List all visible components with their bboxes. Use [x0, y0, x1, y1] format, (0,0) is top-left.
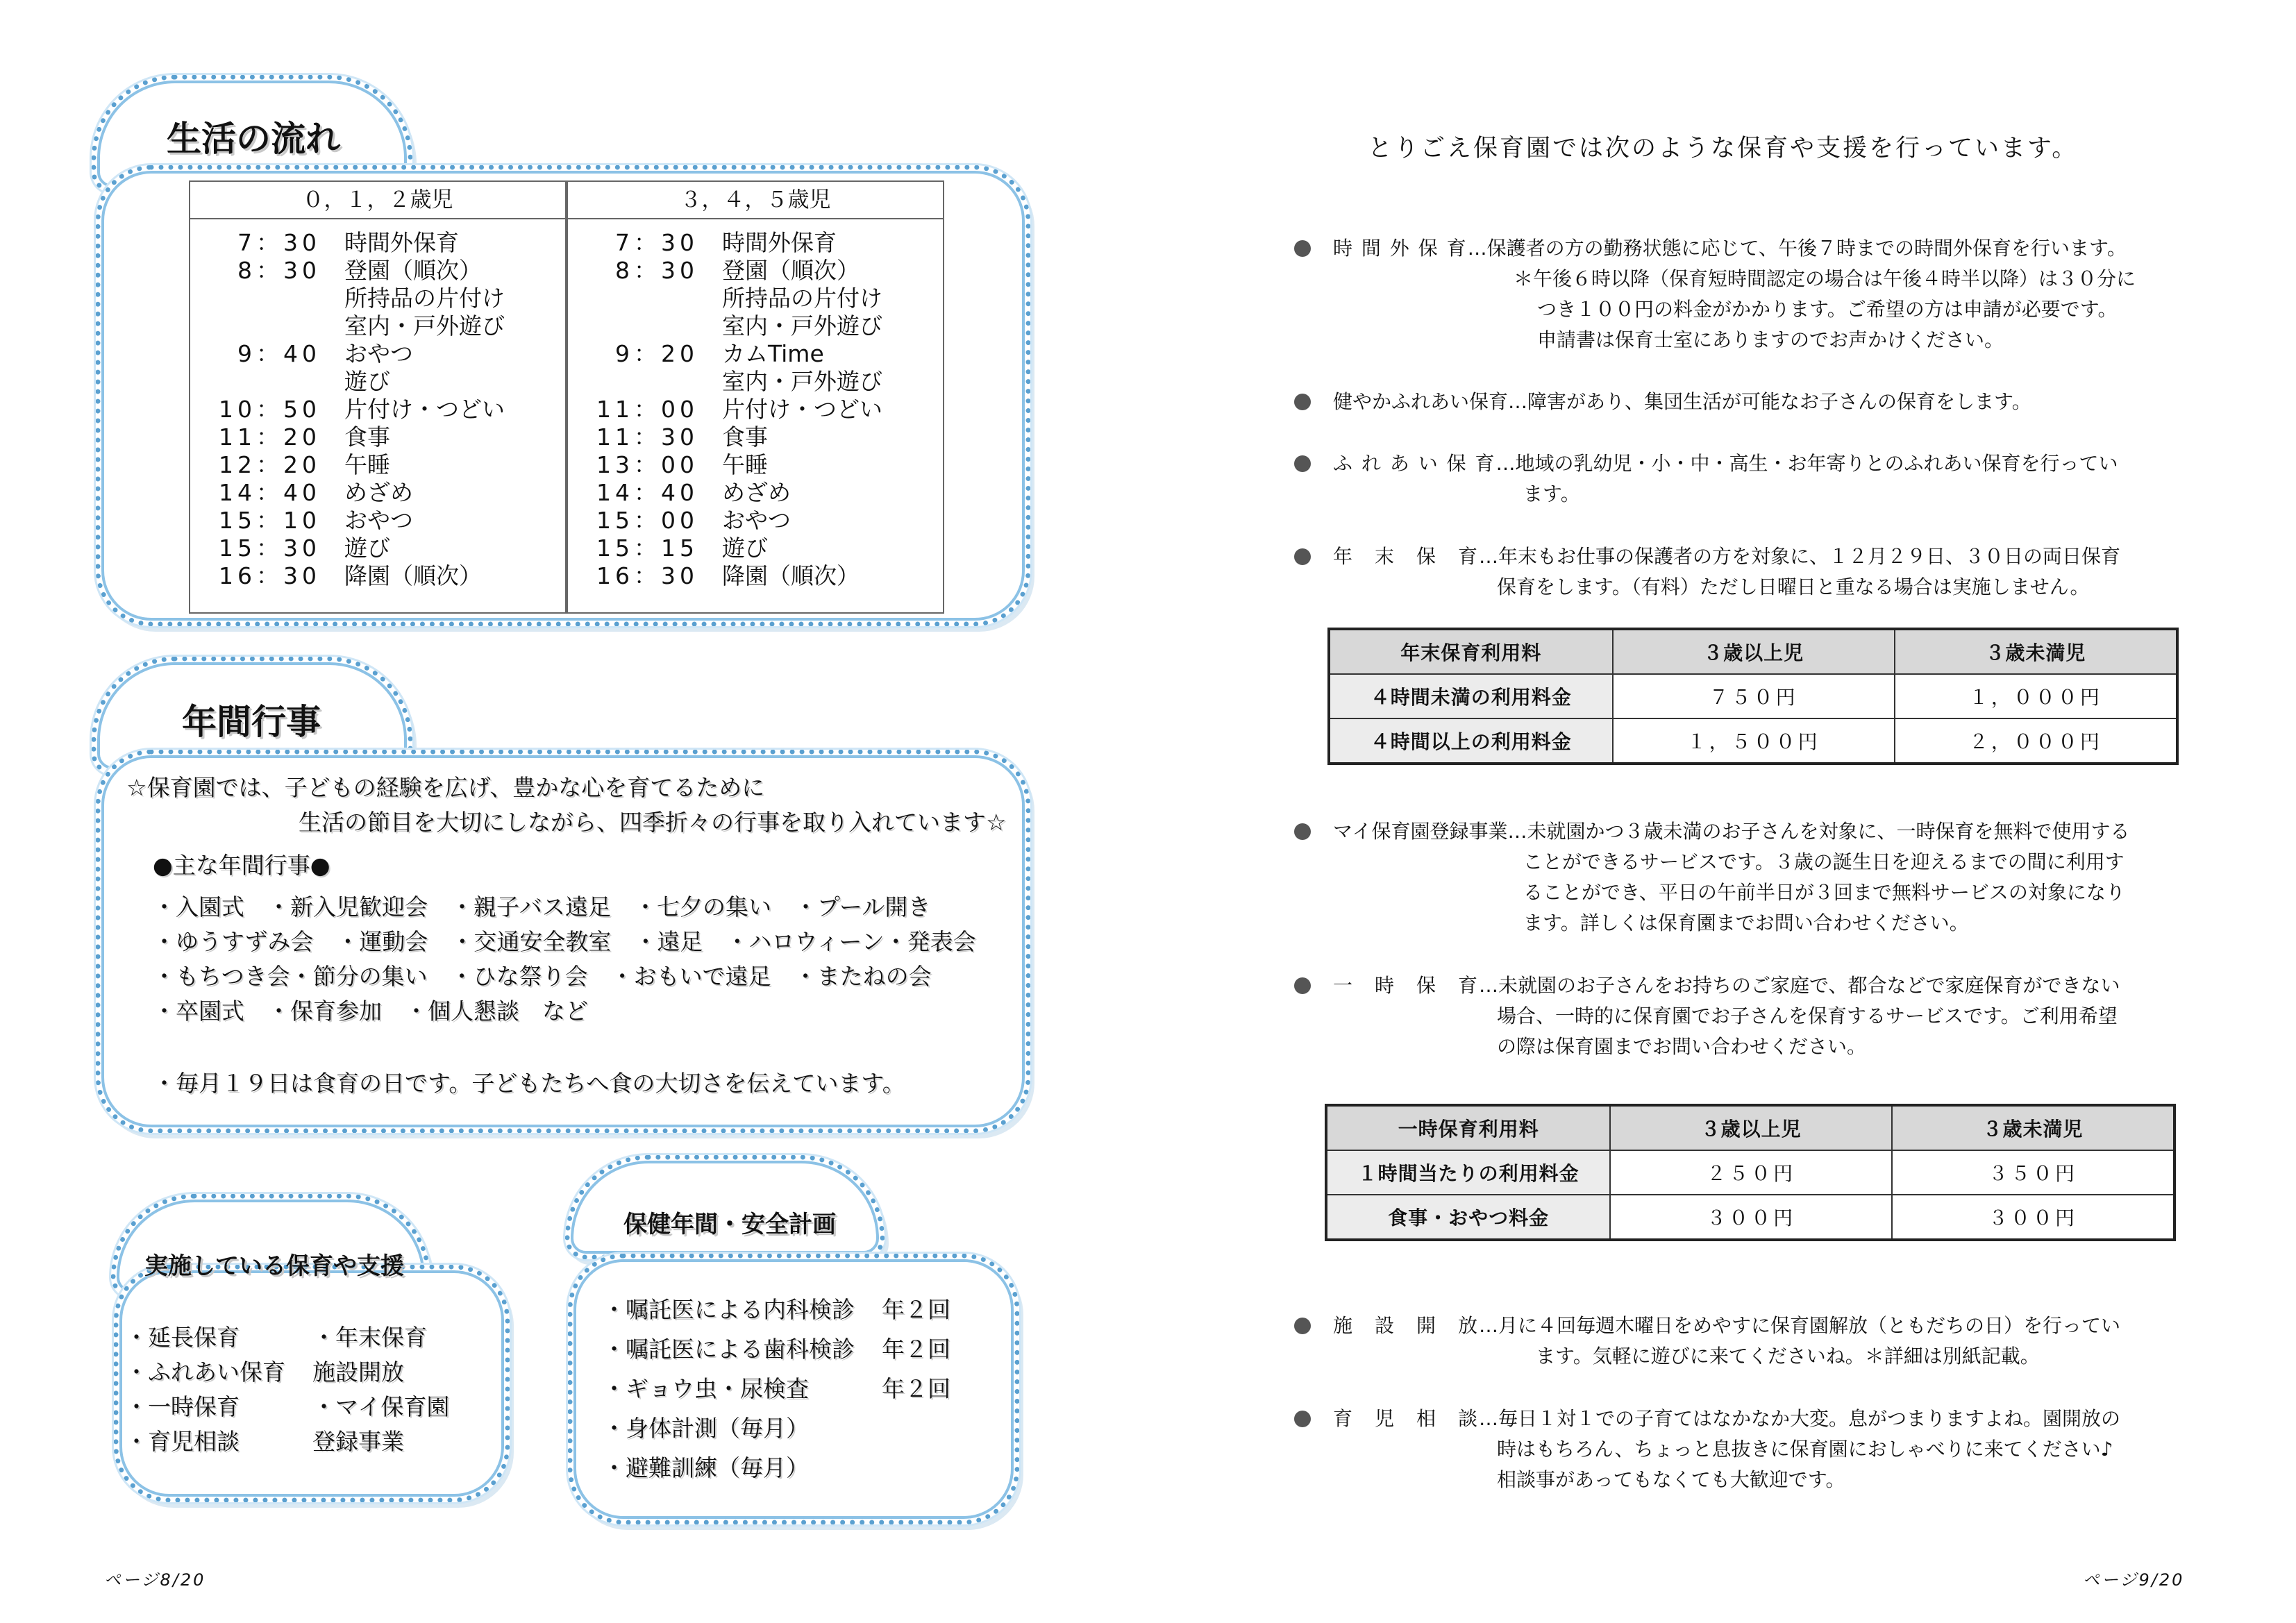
- schedule-time: 15：15: [596, 535, 698, 562]
- service-ichiji: [1333, 970, 2120, 1001]
- schedule-time: 13：00: [596, 451, 698, 478]
- schedule-time: 9：20: [603, 340, 698, 367]
- schedule-row: [568, 535, 943, 562]
- events-line-3: ・もちつき会・節分の集い ・ひな祭り会 ・おもいで遠足 ・またねの会: [153, 963, 932, 990]
- health-item-label: ・身体計測（毎月）: [603, 1415, 809, 1442]
- schedule-time: [568, 285, 722, 312]
- service-fureai-line2: ます。: [1523, 482, 1580, 505]
- schedule-activity: 降園（順次）: [722, 562, 860, 589]
- schedule-title: 生活の流れ: [167, 119, 340, 159]
- schedule-time: 15：10: [219, 507, 321, 534]
- health-item-label: ・ギョウ虫・尿検査: [603, 1375, 809, 1402]
- page-number-right: ページ9/20: [2083, 1570, 2185, 1590]
- support-list-col1: [125, 1320, 285, 1459]
- fee-cell: ３００円: [1892, 1195, 2175, 1240]
- health-item: [603, 1411, 950, 1451]
- fee-cell: ３５０円: [1892, 1150, 2175, 1195]
- fee-row-label: ４時間未満の利用料金: [1329, 674, 1613, 718]
- service-mai-line3: ることができ、平日の午前半日が３回まで無料サービスの対象になり: [1523, 881, 2125, 904]
- service-label: 健やかふれあい保育: [1333, 390, 1509, 413]
- schedule-table-012: [189, 180, 567, 614]
- service-desc: …未就園かつ３歳未満のお子さんを対象に、一時保育を無料で使用する: [1507, 820, 2130, 843]
- schedule-row: [568, 396, 943, 423]
- service-label: 年 末 保 育: [1333, 545, 1480, 568]
- schedule-time: 12：20: [219, 451, 321, 478]
- schedule-row: [568, 507, 943, 535]
- events-line-2: ・ゆうすずみ会 ・運動会 ・交通安全教室 ・遠足 ・ハロウィーン・発表会: [153, 928, 976, 955]
- events-intro-2: 生活の節目を大切にしながら、四季折々の行事を取り入れています☆: [299, 809, 1007, 836]
- service-sukoyaka: [1333, 387, 2031, 417]
- support-item: 施設開放: [312, 1359, 404, 1386]
- schedule-time: 8：30: [226, 257, 321, 284]
- schedule-row: [190, 285, 565, 312]
- schedule-time: 11：00: [596, 396, 698, 423]
- fee-header: 年末保育利用料: [1329, 629, 1613, 674]
- schedule-activity: 登園（順次）: [722, 257, 860, 284]
- schedule-activity: 時間外保育: [344, 229, 459, 256]
- service-desc: …未就園のお子さんをお持ちのご家庭で、都合などで家庭保育ができない: [1479, 974, 2120, 997]
- schedule-time: 8：30: [603, 257, 698, 284]
- schedule-time: 14：40: [219, 479, 321, 506]
- schedule-activity: おやつ: [344, 507, 413, 534]
- schedule-time: [568, 312, 722, 340]
- schedule-time: 16：30: [596, 562, 698, 589]
- schedule-activity: 所持品の片付け: [344, 285, 505, 312]
- service-desc: …月に４回毎週木曜日をめやすに保育園解放（ともだちの日）を行ってい: [1479, 1314, 2121, 1337]
- schedule-row: [568, 368, 943, 396]
- events-subheading: ●主な年間行事●: [153, 852, 330, 879]
- schedule-rows-012: [190, 219, 565, 590]
- fee-header: ３歳以上児: [1613, 629, 1895, 674]
- schedule-time: 14：40: [596, 479, 698, 506]
- support-item: ・育児相談: [125, 1428, 240, 1455]
- bullet-icon: [1294, 240, 1311, 257]
- schedule-row: [568, 257, 943, 285]
- service-desc: …障害があり、集団生活が可能なお子さんの保育をします。: [1508, 390, 2031, 413]
- schedule-activity: 降園（順次）: [344, 562, 482, 589]
- schedule-row: [568, 423, 943, 451]
- bullet-icon: [1294, 977, 1311, 994]
- service-label: 育 児 相 談: [1333, 1407, 1480, 1430]
- health-item-frequency: 年２回: [882, 1296, 950, 1323]
- schedule-row: [190, 312, 565, 340]
- fee-cell: ２，０００円: [1895, 718, 2177, 764]
- schedule-table-345: [567, 180, 944, 614]
- service-label: マイ保育園登録事業: [1333, 820, 1508, 843]
- support-item: ・年末保育: [312, 1324, 427, 1351]
- health-item-label: ・嘱託医による内科検診: [603, 1296, 855, 1323]
- health-item-label: ・避難訓練（毎月）: [603, 1454, 809, 1481]
- schedule-time: [190, 368, 344, 396]
- service-fureai: [1333, 448, 2118, 479]
- bullet-icon: [1294, 823, 1311, 840]
- health-list: [603, 1293, 950, 1490]
- schedule-activity: 遊び: [344, 368, 390, 395]
- service-ikuji: [1333, 1404, 2120, 1434]
- fee-header: 一時保育利用料: [1326, 1105, 1610, 1150]
- schedule-rows-345: [568, 219, 943, 590]
- schedule-row: [190, 507, 565, 535]
- schedule-row: [568, 285, 943, 312]
- schedule-row: [568, 340, 943, 368]
- health-item: [603, 1332, 950, 1372]
- service-jikangai-line2: ＊午後６時以降（保育短時間認定の場合は午後４時半以降）は３０分に: [1514, 267, 2136, 290]
- service-desc: …毎日１対１での子育てはなかなか大変。息がつまりますよね。園開放の: [1479, 1407, 2121, 1430]
- schedule-activity: おやつ: [344, 340, 413, 367]
- schedule-header-345: ３，４，５歳児: [568, 182, 943, 219]
- service-label: ふ れ あ い 保 育: [1333, 452, 1496, 475]
- schedule-activity: 室内・戸外遊び: [722, 368, 882, 395]
- support-item: ・ふれあい保育: [125, 1359, 285, 1386]
- events-line-1: ・入園式 ・新入児歓迎会 ・親子バス遠足 ・七夕の集い ・プール開き: [153, 893, 931, 920]
- support-item: 登録事業: [312, 1428, 404, 1455]
- schedule-row: [190, 229, 565, 257]
- schedule-row: [190, 479, 565, 507]
- events-line-4: ・卒園式 ・保育参加 ・個人懇談 など: [153, 998, 588, 1025]
- support-item: ・延長保育: [125, 1324, 240, 1351]
- service-shisetsu-line2: ます。気軽に遊びに来てくださいね。＊詳細は別紙記載。: [1536, 1345, 2040, 1368]
- health-item: [603, 1372, 950, 1411]
- service-ikuji-line3: 相談事があってもなくても大歓迎です。: [1497, 1468, 1845, 1491]
- fee-table-nenmatsu: [1327, 628, 2179, 765]
- fee-header: ３歳以上児: [1610, 1105, 1892, 1150]
- schedule-activity: 片付け・つどい: [344, 396, 505, 423]
- service-label: 一 時 保 育: [1333, 974, 1480, 997]
- fee-row-label: 食事・おやつ料金: [1326, 1195, 1610, 1240]
- schedule-row: [568, 451, 943, 479]
- schedule-time: 15：00: [596, 507, 698, 534]
- events-title: 年間行事: [182, 702, 321, 742]
- schedule-activity: 室内・戸外遊び: [344, 312, 505, 339]
- bullet-icon: [1294, 1411, 1311, 1427]
- schedule-activity: 片付け・つどい: [722, 396, 882, 423]
- schedule-row: [190, 340, 565, 368]
- schedule-activity: 時間外保育: [722, 229, 837, 256]
- schedule-row: [568, 229, 943, 257]
- support-list-col2: [312, 1320, 449, 1459]
- service-shisetsu: [1333, 1311, 2120, 1341]
- bullet-icon: [1294, 394, 1311, 410]
- fee-cell: １，０００円: [1895, 674, 2177, 718]
- schedule-row: [190, 562, 565, 590]
- schedule-header-012: ０，１，２歳児: [190, 182, 565, 219]
- schedule-time: [190, 312, 344, 340]
- fee-row-label: ４時間以上の利用料金: [1329, 718, 1613, 764]
- bullet-icon: [1294, 455, 1311, 472]
- schedule-activity: カムTime: [722, 340, 824, 367]
- schedule-row: [190, 396, 565, 423]
- service-label: 施 設 開 放: [1333, 1314, 1480, 1337]
- fee-cell: １，５００円: [1613, 718, 1895, 764]
- service-desc: …年末もお仕事の保護者の方を対象に、１２月２９日、３０日の両日保育: [1479, 545, 2121, 568]
- support-item: ・マイ保育園: [312, 1393, 450, 1420]
- schedule-activity: 所持品の片付け: [722, 285, 882, 312]
- service-ichiji-line2: 場合、一時的に保育園でお子さんを保育するサービスです。ご利用希望: [1497, 1004, 2118, 1027]
- schedule-time: [568, 368, 722, 396]
- service-desc: …地域の乳幼児・小・中・高生・お年寄りとのふれあい保育を行ってい: [1495, 452, 2118, 475]
- schedule-time: 15：30: [219, 535, 321, 562]
- schedule-time: 9：40: [226, 340, 321, 367]
- fee-cell: ２５０円: [1610, 1150, 1892, 1195]
- schedule-time: 11：20: [219, 423, 321, 451]
- services-heading: とりごえ保育園では次のような保育や支援を行っています。: [1368, 135, 2079, 162]
- schedule-row: [190, 451, 565, 479]
- service-desc: …保護者の方の勤務状態に応じて、午後７時までの時間外保育を行います。: [1467, 237, 2127, 260]
- bullet-icon: [1294, 1318, 1311, 1334]
- schedule-row: [190, 423, 565, 451]
- service-nenmatsu: [1333, 541, 2120, 572]
- fee-header: ３歳未満児: [1895, 629, 2177, 674]
- fee-cell: ３００円: [1610, 1195, 1892, 1240]
- fee-cell: ７５０円: [1613, 674, 1895, 718]
- schedule-activity: 食事: [344, 423, 390, 451]
- events-intro-1: ☆保育園では、子どもの経験を広げ、豊かな心を育てるために: [126, 774, 765, 801]
- page-number-left: ページ8/20: [104, 1570, 206, 1590]
- schedule-activity: 遊び: [344, 535, 390, 562]
- events-note: ・毎月１９日は食育の日です。子どもたちへ食の大切さを伝えています。: [153, 1070, 905, 1097]
- service-mai: [1333, 816, 2129, 847]
- service-ikuji-line2: 時はもちろん、ちょっと息抜きに保育園におしゃべりに来てください♪: [1497, 1438, 2113, 1461]
- schedule-activity: 食事: [722, 423, 768, 451]
- health-item-frequency: 年２回: [882, 1375, 950, 1402]
- health-item: [603, 1293, 950, 1332]
- schedule-row: [568, 312, 943, 340]
- schedule-row: [190, 257, 565, 285]
- health-item-label: ・嘱託医による歯科検診: [603, 1336, 855, 1363]
- schedule-row: [568, 479, 943, 507]
- service-jikangai-line4: 申請書は保育士室にありますのでお声かけください。: [1537, 328, 2004, 351]
- service-mai-line4: ます。詳しくは保育園までお問い合わせください。: [1523, 911, 1969, 934]
- service-ichiji-line3: の際は保育園までお問い合わせください。: [1497, 1035, 1867, 1058]
- schedule-row: [190, 368, 565, 396]
- schedule-row: [190, 535, 565, 562]
- schedule-activity: めざめ: [722, 479, 791, 506]
- schedule-activity: 午睡: [722, 451, 768, 478]
- support-title: 実施している保育や支援: [144, 1252, 404, 1280]
- bullet-icon: [1294, 548, 1311, 565]
- service-label: 時 間 外 保 育: [1333, 237, 1468, 260]
- schedule-time: 11：30: [596, 423, 698, 451]
- health-item-frequency: 年２回: [882, 1336, 950, 1363]
- service-jikangai-line3: つき１００円の料金がかかります。ご希望の方は申請が必要です。: [1537, 298, 2118, 321]
- schedule-time: 16：30: [219, 562, 321, 589]
- service-nenmatsu-line2: 保育をします。（有料）ただし日曜日と重なる場合は実施しません。: [1497, 575, 2090, 598]
- fee-header: ３歳未満児: [1892, 1105, 2175, 1150]
- schedule-time: 7：30: [603, 229, 698, 256]
- health-title: 保健年間・安全計画: [623, 1211, 836, 1238]
- fee-table-ichiji: [1325, 1104, 2176, 1241]
- schedule-activity: めざめ: [344, 479, 413, 506]
- schedule-time: [190, 285, 344, 312]
- schedule-activity: 登園（順次）: [344, 257, 482, 284]
- health-item: [603, 1451, 950, 1490]
- fee-row-label: １時間当たりの利用料金: [1326, 1150, 1610, 1195]
- schedule-time: 10：50: [219, 396, 321, 423]
- schedule-activity: 室内・戸外遊び: [722, 312, 882, 339]
- schedule-activity: 遊び: [722, 535, 768, 562]
- service-mai-line2: ことができるサービスです。３歳の誕生日を迎えるまでの間に利用す: [1523, 850, 2125, 873]
- schedule-activity: おやつ: [722, 507, 791, 534]
- schedule-activity: 午睡: [344, 451, 390, 478]
- schedule-row: [568, 562, 943, 590]
- support-item: ・一時保育: [125, 1393, 240, 1420]
- schedule-time: 7：30: [226, 229, 321, 256]
- service-jikangai: [1333, 233, 2127, 264]
